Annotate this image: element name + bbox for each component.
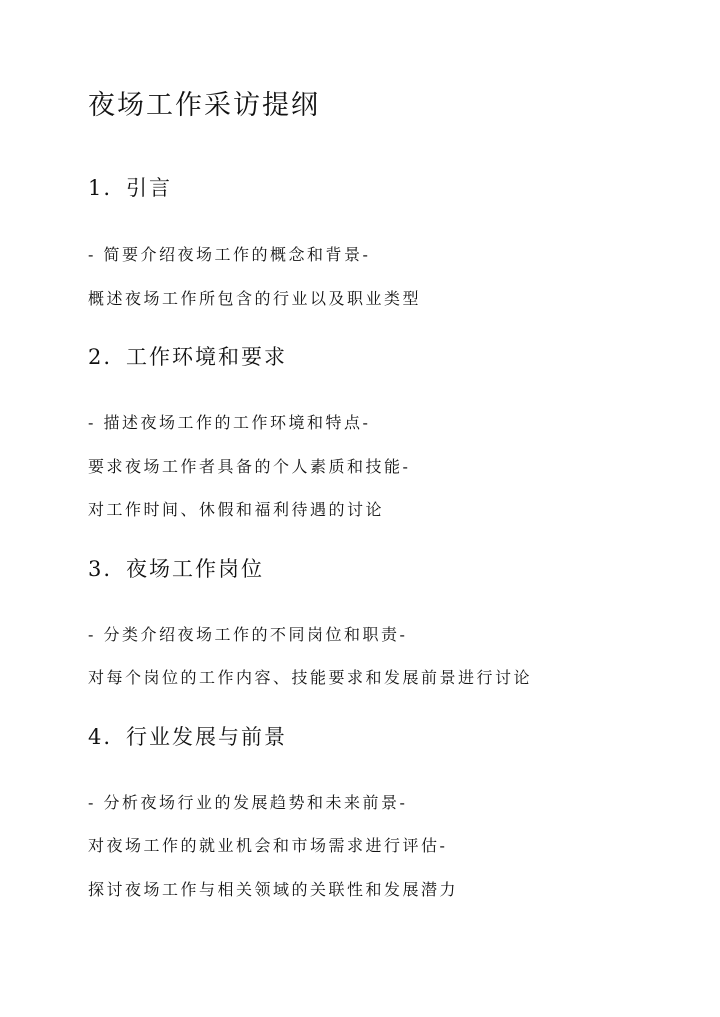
section-1-line-1: - 简要介绍夜场工作的概念和背景- <box>88 245 371 264</box>
section-2-line-2: 要求夜场工作者具备的个人素质和技能- <box>88 457 411 476</box>
section-4-line-2: 对夜场工作的就业机会和市场需求进行评估- <box>88 836 448 855</box>
section-3-number: 3. <box>88 557 113 581</box>
section-2-line-1: - 描述夜场工作的工作环境和特点- <box>88 413 371 432</box>
section-3-heading <box>88 553 264 585</box>
section-1-line-2: 概述夜场工作所包含的行业以及职业类型 <box>88 289 422 308</box>
section-4-line-3: 探讨夜场工作与相关领域的关联性和发展潜力 <box>88 880 459 899</box>
section-2-line-3: 对工作时间、休假和福利待遇的讨论 <box>88 500 385 519</box>
section-1-title: 引言 <box>126 176 172 200</box>
section-1-number: 1. <box>88 176 113 200</box>
section-2-heading <box>88 341 287 373</box>
section-4-line-1: - 分析夜场行业的发展趋势和未来前景- <box>88 793 408 812</box>
section-4-heading <box>88 721 287 753</box>
section-3-title: 夜场工作岗位 <box>126 557 264 581</box>
section-3-line-2: 对每个岗位的工作内容、技能要求和发展前景进行讨论 <box>88 668 533 687</box>
document-title: 夜场工作采访提纲 <box>88 90 320 121</box>
section-2-number: 2. <box>88 345 113 369</box>
section-4-title: 行业发展与前景 <box>126 725 287 749</box>
section-4-number: 4. <box>88 725 113 749</box>
section-1-heading <box>88 172 172 204</box>
section-2-title: 工作环境和要求 <box>126 345 287 369</box>
section-3-line-1: - 分类介绍夜场工作的不同岗位和职责- <box>88 625 408 644</box>
